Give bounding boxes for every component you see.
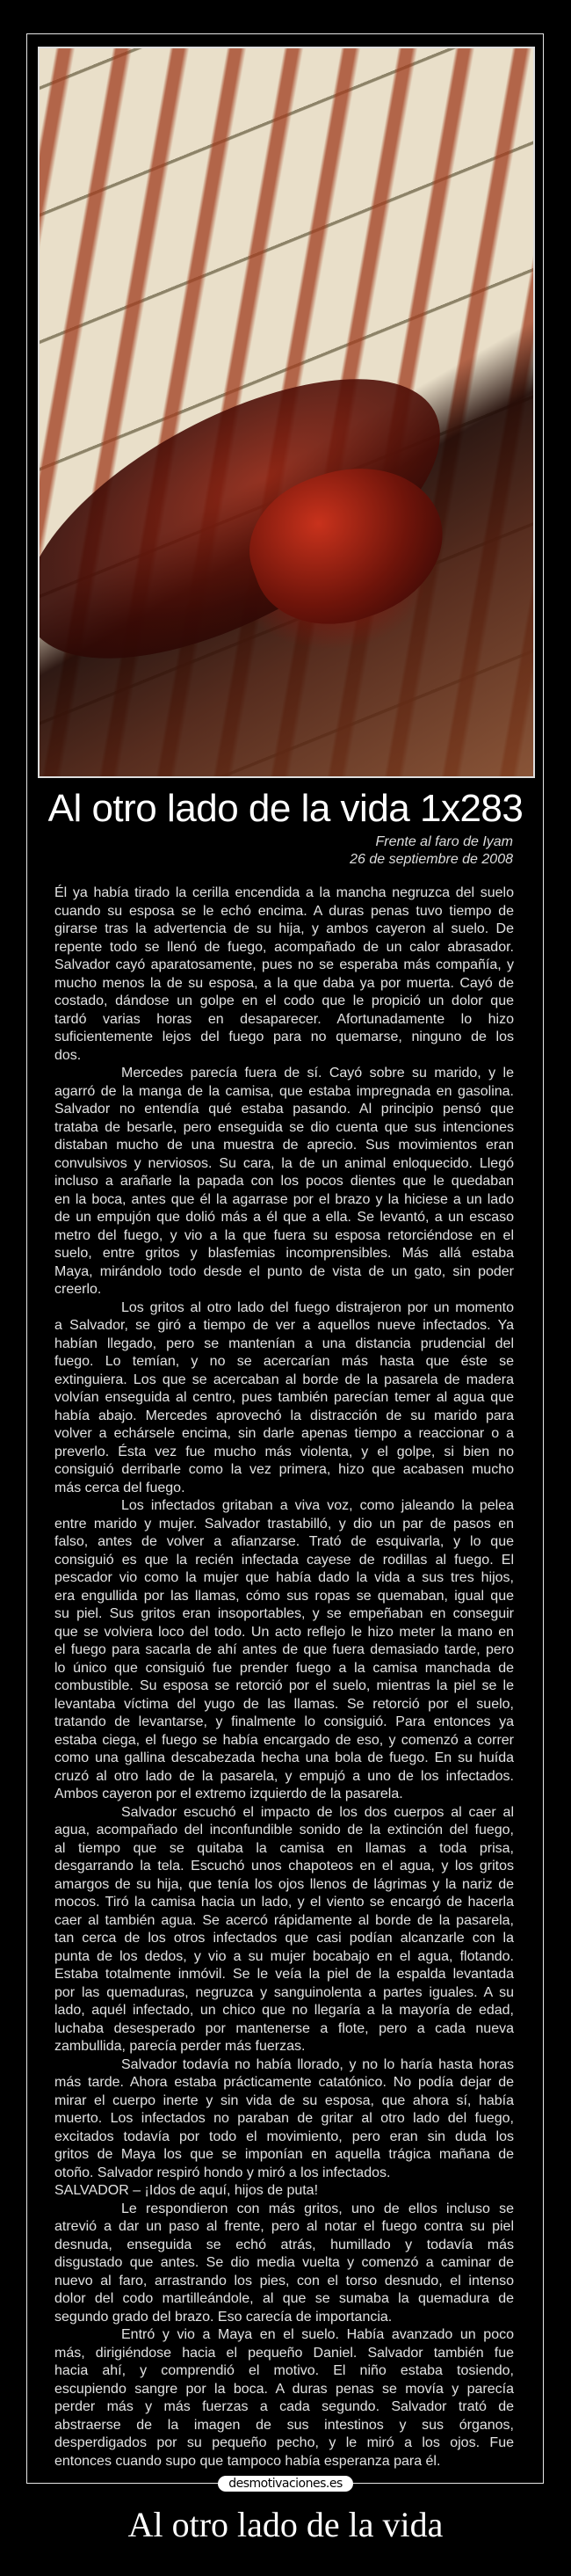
story-line: el fuego para sacarla de ahí antes de que fuera demasiado tarde, pero <box>54 1642 514 1657</box>
story-line: más cerca del fuego. <box>54 1480 185 1495</box>
story-line: suelo, entre gritos y blasfemias incomprensibles. Más allá estaba <box>54 1246 514 1261</box>
story-line: cruzó al otro lado de la pasarela, y empujó a uno de los infectados. <box>54 1768 514 1784</box>
story-line: era engullida por las llamas, cómo sus ropas se quemaban, igual que <box>54 1588 514 1604</box>
story-line: dos. <box>54 1047 82 1063</box>
story-line: trataba de besarle, pero enseguida se dio cuenta que sus intenciones <box>54 1119 514 1135</box>
poster-meta <box>350 833 513 869</box>
story-line: Salvador cayó aparatosamente, pues no se esperaba más compañía, y <box>54 957 514 972</box>
story-line: volver a echársele encima, sin darle apenas tiempo a reaccionar o a <box>54 1426 514 1441</box>
story-line: incluso a arañarle la papada con los pocos dientes que le quedaban <box>54 1174 514 1189</box>
story-paragraph <box>54 2326 514 2470</box>
story-line: Estaba totalmente inmóvil. Se le veía la piel de la espalda levantada <box>54 1967 514 1982</box>
story-line: desperdigados por su pequeño pecho, y le miró a los ojos. Fue <box>54 2435 514 2450</box>
story-line: punta de los dedos, y vio a su mujer bocabajo en el agua, flotando. <box>54 1948 514 1964</box>
story-paragraph <box>54 2056 514 2183</box>
story-line: luchaba desesperado por mantenerse a flote, pero a cada nueva <box>54 2020 514 2036</box>
poster-photo-bloody-hand <box>38 47 535 778</box>
story-paragraph <box>54 1804 514 2056</box>
story-line: habían llegado, pero se mantenían a una distancia prudencial del <box>54 1335 514 1351</box>
story-line: Salvador escuchó el impacto de los dos cuerpos al caer al <box>121 1804 514 1820</box>
story-line: repente todo se llenó de fuego, acompañado de un calor abrasador. <box>54 939 514 955</box>
story-line: mirar el cuerpo inerte y sin vida de su esposa, que ahora sí, había <box>54 2092 514 2108</box>
story-line: su piel. Sus gritos eran insoportables, y se empeñaban en conseguir <box>54 1606 514 1621</box>
story-line: más tarde. Ahora estaba prácticamente catatónico. No podía dejar de <box>54 2075 514 2090</box>
story-line: hacia ahí, y comprendió el motivo. El niño estaba tosiendo, <box>54 2363 514 2378</box>
story-text <box>54 884 514 2470</box>
story-line: Los gritos al otro lado del fuego distrajeron por un momento <box>121 1299 514 1315</box>
story-line: cuando su esposa se le echó encima. A duras penas tuvo tiempo de <box>54 903 514 919</box>
story-line: preverlo. Ésta vez fue mucho más violenta, y el golpe, si bien no <box>54 1444 514 1459</box>
story-line: creerlo. <box>54 1282 102 1297</box>
story-line: fuego. Lo temían, y no se acercarían más hasta que éste se <box>54 1354 514 1369</box>
story-line: dolor del codo martilleándole, al que se sumaba la quemadura de <box>54 2291 514 2306</box>
story-line: perder más y más fuerzas a cada segundo. Salvador trató de <box>54 2399 514 2414</box>
story-line: atrevió a dar un paso al frente, pero al notar el fuego contra su piel <box>54 2219 514 2234</box>
story-paragraph <box>54 1497 514 1804</box>
story-line: suficientemente lejos del fuego para no quemarse, ninguno de los <box>54 1030 514 1044</box>
story-line: distaban mucho de una muestra de aprecio. Sus movimientos eran <box>54 1138 514 1153</box>
story-line: costado, dándose un golpe en el codo que le propició un dolor que <box>54 993 514 1008</box>
story-line: combustible. Su esposa se retorció por el suelo, mientras la piel se le <box>54 1678 514 1693</box>
story-line: falso, antes de volver a afianzarse. Trató de esquivarla, y lo que <box>54 1534 514 1549</box>
story-line: muerto. Los infectados no paraban de gritar al otro lado del fuego, <box>54 2111 514 2126</box>
story-line: más, dirigiéndose hacia el pequeño Daniel. Salvador también fue <box>54 2345 514 2361</box>
story-line: girarse tras la advertencia de su hija, y ambos cayeron al suelo. De <box>54 921 514 936</box>
location: Frente al faro de Iyam <box>375 834 513 849</box>
story-line: segundo grado del brazo. Eso carecía de importancia. <box>54 2309 393 2325</box>
story-line: Salvador todavía no había llorado, y no lo haría hasta horas <box>121 2056 514 2072</box>
story-paragraph <box>54 1299 514 1498</box>
story-line: Los infectados gritaban a viva voz, como jaleando la pelea <box>121 1498 514 1513</box>
story-line: gritos de Maya los que se imponían en aquella trágica mañana de <box>54 2147 514 2162</box>
story-line: de un empujón que dolió más a él que a ella. Se levantó, a un escaso <box>54 1210 514 1225</box>
story-line: al tiempo que se quitaba la camisa en llamas a toda prisa, <box>54 1840 514 1856</box>
story-line: volvían enseguida al centro, pues también parecían temer al agua que <box>54 1390 514 1405</box>
story-line: tardó varias horas en desaparecer. Afortunadamente lo hizo <box>54 1011 514 1027</box>
story-line: convulsivos y nerviosos. Su cara, la de un animal enloquecido. Llegó <box>54 1155 514 1171</box>
story-line: entre marido y mujer. Salvador trastabilló, y dio un par de pasos en <box>54 1516 514 1532</box>
story-line: mocos. Tiró la camisa hacia un lado, y el viento se encargó de hacerla <box>54 1895 514 1910</box>
story-paragraph <box>54 2182 514 2201</box>
story-line: consiguió derribarle como la vez primera, hizo que acabasen mucho <box>54 1462 514 1477</box>
story-line: levantaba víctima del yugo de las llamas. Se retorció por el suelo, <box>54 1696 514 1712</box>
story-line: otoño. Salvador respiró hondo y miró a los infectados. <box>54 2165 391 2180</box>
story-line: extinguiera. Los que se acercaban al borde de la pasarela de madera <box>54 1372 514 1387</box>
story-line: nuevo al faro, arrastrando los pies, con el torso desnudo, el intenso <box>54 2273 514 2289</box>
story-line: que se volviera loco del todo. Un acto reflejo le hizo meter la mano en <box>54 1624 514 1640</box>
story-line: pescador vio como la mujer que había dado la vida a sus tres hijos, <box>54 1570 514 1585</box>
story-line: Mercedes parecía fuera de sí. Cayó sobre su marido, y le <box>121 1066 514 1081</box>
story-line: a Salvador, se giró a tiempo de ver a aquellos nueve infectados. Ya <box>54 1318 514 1333</box>
story-line: estaba ciega, el fuego se había encargado de eso, y comenzó a correr <box>54 1732 514 1748</box>
story-line: disgustado que antes. Se dio media vuelta y comenzó a caminar de <box>54 2255 514 2270</box>
date: 26 de septiembre de 2008 <box>350 852 513 867</box>
story-line: Le respondieron con más gritos, uno de ellos incluso se <box>121 2201 514 2216</box>
story-line: consiguió es que la recién infectada cayese de rodillas al fuego. El <box>54 1552 514 1568</box>
watermark-logo[interactable]: desmotivaciones.es <box>218 2476 353 2492</box>
story-line: Él ya había tirado la cerilla encendida a la mancha negruzca del suelo <box>54 885 514 900</box>
story-line: desgarrando la tela. Escuchó unos chapoteos en el agua, y los gritos <box>54 1859 514 1874</box>
caption: Al otro lado de la vida <box>127 2505 444 2544</box>
story-line: SALVADOR – ¡Idos de aquí, hijos de puta! <box>54 2183 319 2198</box>
story-line: lado, aquél infectado, un chico que no llegaría a la mayoría de edad, <box>54 2003 514 2018</box>
story-line: excitados todavía por todo el movimiento, pero eran sin duda los <box>54 2128 514 2144</box>
poster-title: Al otro lado de la vida 1x283 <box>47 787 524 830</box>
story-line: tratando de levantarse, y finalmente lo consiguió. Para entonces ya <box>54 1714 514 1729</box>
story-line: Ambos cayeron por el extremo izquierdo de la pasarela. <box>54 1786 403 1801</box>
story-line: lo único que consiguió fue prender fuego a la camisa manchada de <box>54 1660 514 1676</box>
story-line: escupiendo sangre por la boca. A duras penas se movía y parecía <box>54 2381 514 2397</box>
story-paragraph <box>54 1065 514 1299</box>
story-line: abstraerse de la imagen de sus intestinos y sus órganos, <box>54 2417 514 2433</box>
story-line: tan cerca de los otros infectados que casi podían alcanzarle con la <box>54 1931 514 1946</box>
story-line: por las quemaduras, negruzca y sanguinolenta a partes iguales. A su <box>54 1984 514 2000</box>
story-line: desnuda, enseguida se echó atrás, humillado y todavía más <box>54 2237 514 2252</box>
story-line: amargos de su hija, que tenía los ojos llenos de lágrimas y la nariz de <box>54 1876 514 1892</box>
story-line: como una gallina descabezada hecha una bola de fuego. En su huída <box>54 1750 514 1765</box>
story-line: Salvador no entendía qué estaba pasando. Al principio pensó que <box>54 1102 514 1117</box>
story-line: había abajo. Mercedes aprovechó la distracción de su marido para <box>54 1408 514 1423</box>
story-line: Maya, mirándolo todo desde el punto de vista de un gato, sin poder <box>54 1263 514 1279</box>
story-line: entonces cuando supo que tampoco había esperanza para él. <box>54 2453 441 2469</box>
story-line: caer al también agua. Se acercó rápidamente al borde de la pasarela, <box>54 1912 514 1928</box>
story-paragraph <box>54 2201 514 2327</box>
story-line: agarró de la manga de la camisa, que estaba impregnada en gasolina. <box>54 1083 514 1099</box>
story-line: agua, acompañado del inconfundible sonido de la extinción del fuego, <box>54 1823 514 1837</box>
story-line: Entró y vio a Maya en el suelo. Había avanzado un poco <box>121 2327 514 2342</box>
story-line: en la boca, antes que él la agarrase por el brazo y la hiciese a un lado <box>54 1191 514 1207</box>
story-line: metro del fuego, y vio a la que fuera su esposa retorciéndose en el <box>54 1227 514 1243</box>
story-line: mucho menos la de su esposa, a la que daba ya por muerta. Cayó de <box>54 975 514 991</box>
story-paragraph <box>54 884 514 1065</box>
story-line: zambullida, parecía perder más fuerzas. <box>54 2039 306 2054</box>
